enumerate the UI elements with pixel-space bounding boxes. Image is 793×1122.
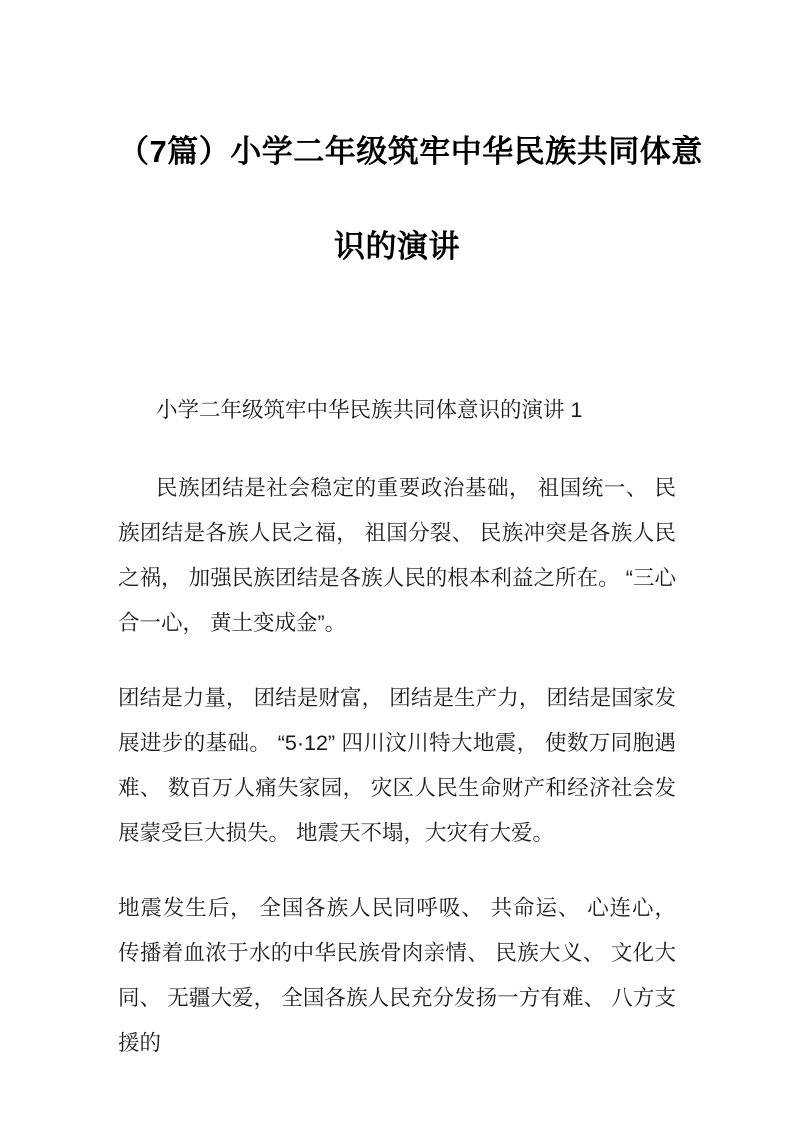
document-title-line-2: 识的演讲 (334, 229, 460, 264)
paragraph: 团结是力量， 团结是财富， 团结是生产力， 团结是国家发展进步的基础。 “5·12” 四川汶川特大地震， 使数万同胞遇难、 数百万人痛失家园， 灾区人民生命财产和经济社会发展蒙受巨大损失。 地震天不塌，大灾有大爱。 (118, 686, 676, 845)
section-heading: 小学二年级筑牢中华民族共同体意识的演讲 1 (156, 398, 583, 422)
paragraph: 民族团结是社会稳定的重要政治基础， 祖国统一、 民族团结是各族人民之福， 祖国分裂、 民族冲突是各族人民之祸， 加强民族团结是各族人民的根本利益之所在。 “三心合一心， 黄土变成金”。 (118, 476, 676, 635)
document-body (118, 388, 676, 1066)
document-title-line-1: （7篇）小学二年级筑牢中华民族共同体意 (118, 134, 703, 169)
paragraph: 地震发生后， 全国各族人民同呼吸、 共命运、 心连心， 传播着血浓于水的中华民族骨肉亲情、 民族大义、 文化大同、 无疆大爱， 全国各族人民充分发扬一方有难、 八方支援的 (118, 896, 676, 1055)
document-title (118, 104, 703, 294)
